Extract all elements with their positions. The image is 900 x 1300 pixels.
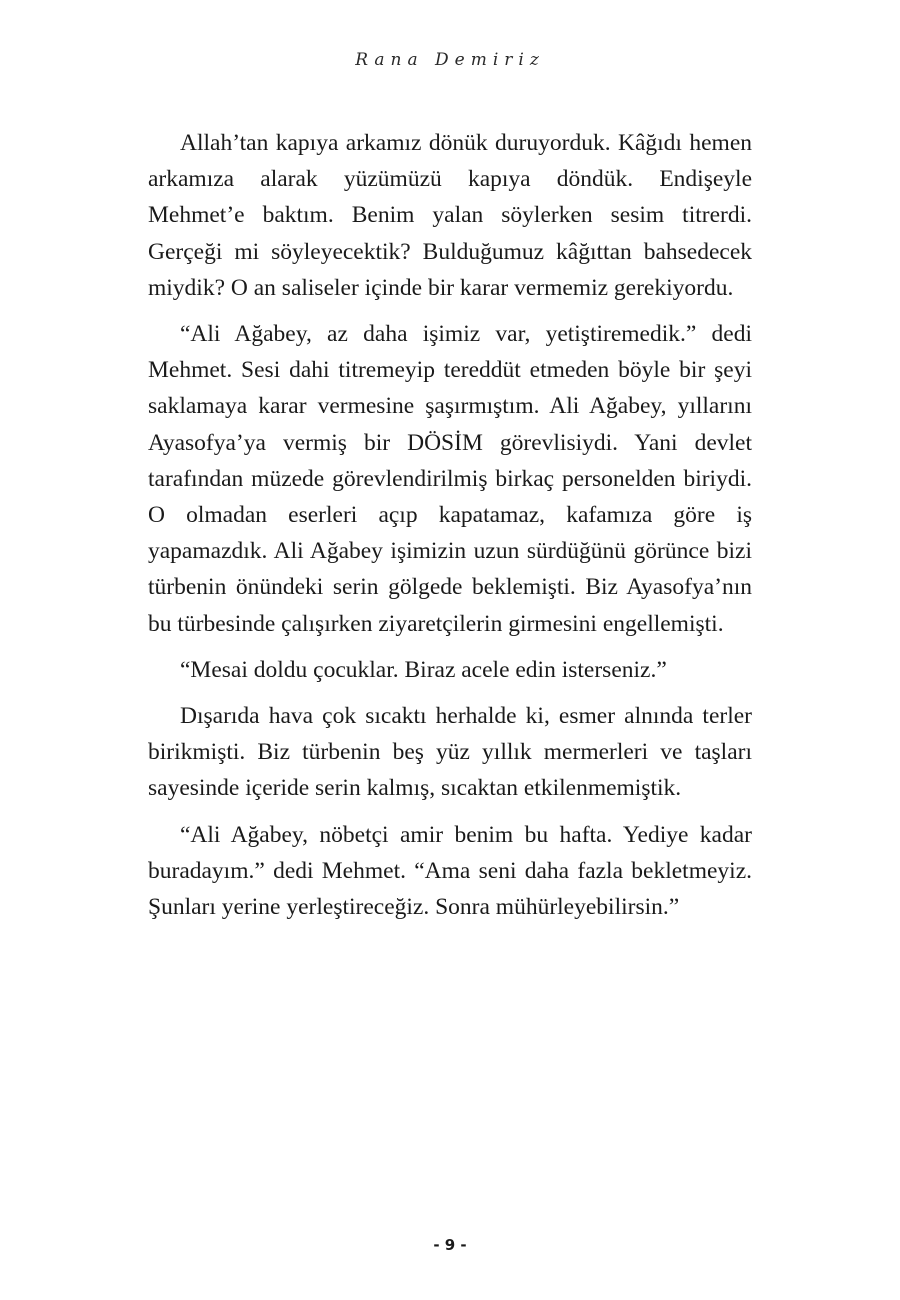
body-text — [148, 125, 752, 935]
paragraph: “Ali Ağabey, nöbetçi amir benim bu hafta. Yediye kadar buradayım.” dedi Mehmet. “Ama seni daha fazla bekletmeyiz. Şunları yerine yerleştireceğiz. Sonra mühürleyebilirsin.” — [148, 821, 752, 921]
paragraph: Dışarıda hava çok sıcaktı herhalde ki, esmer alnında terler birikmişti. Biz türbenin beş yüz yıllık mermerleri ve taşları sayesinde içeride serin kalmış, sıcaktan etkilenmemiştik. — [148, 703, 752, 802]
paragraph: “Mesai doldu çocuklar. Biraz acele edin isterseniz.” — [180, 656, 667, 683]
paragraph: “Ali Ağabey, az daha işimiz var, yetiştiremedik.” dedi Mehmet. Sesi dahi titremeyip tereddüt etmeden böyle bir şeyi saklamaya karar vermesine şaşırmıştım. Ali Ağabey, yıllarını Ayasofya’ya vermiş bir DÖSİM görevlisiydi. Yani devlet tarafından müzede görevlendirilmiş birkaç personelden biriydi. O olmadan eserleri açıp kapatamaz, kafamıza göre iş yapamazdık. Ali Ağabey işimizin uzun sürdüğünü görünce bizi türbenin önündeki serin gölgede beklemişti. Biz Ayasofya’nın bu türbesinde çalışırken ziyaretçilerin girmesini engellemişti. — [148, 321, 752, 637]
page-number: - 9 - — [433, 1236, 467, 1254]
running-head-author: Rana Demiriz — [355, 50, 545, 70]
paragraph: Allah’tan kapıya arkamız dönük duruyorduk. Kâğıdı hemen arkamıza alarak yüzümüzü kapıya döndük. Endişeyle Mehmet’e baktım. Benim yalan söylerken sesim titrerdi. Gerçeği mi söyleyecektik? Bulduğumuz kâğıttan bahsedecek miydik? O an saliseler içinde bir karar vermemiz gerekiyordu. — [148, 130, 752, 301]
